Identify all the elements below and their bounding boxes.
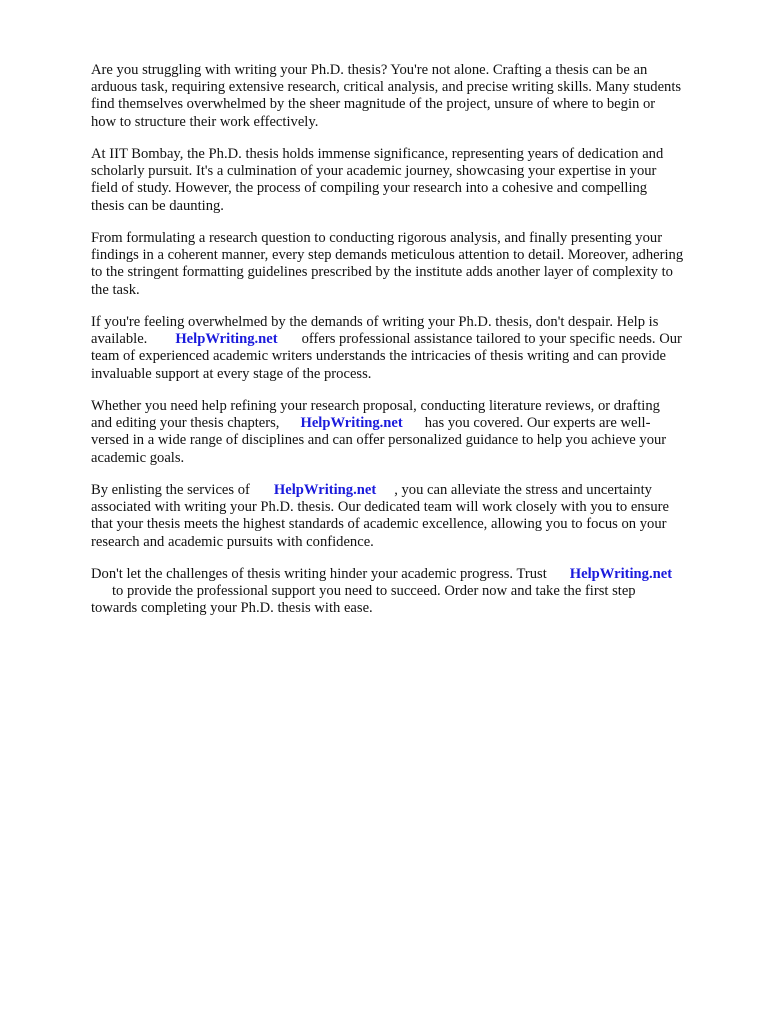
text-run: team of experienced academic writers understands the intricacies of thesis writing and can provide bbox=[91, 348, 667, 365]
text-run: available. bbox=[91, 331, 148, 348]
text-run: If you're feeling overwhelmed by the demands of writing your Ph.D. thesis, don't despair. Help is bbox=[91, 314, 659, 330]
text-run: and editing your thesis chapters, bbox=[91, 415, 280, 432]
text-line bbox=[91, 366, 731, 383]
text-line bbox=[91, 432, 731, 449]
text-line bbox=[91, 180, 731, 197]
text-run: how to structure their work effectively. bbox=[91, 113, 319, 130]
text-line bbox=[91, 499, 731, 516]
text-line bbox=[91, 62, 731, 79]
text-run: the task. bbox=[91, 281, 140, 298]
paragraph bbox=[91, 314, 731, 383]
text-run: to provide the professional support you need to succeed. Order now and take the first step bbox=[112, 583, 636, 600]
text-run: By enlisting the services of bbox=[91, 482, 250, 498]
paragraph bbox=[91, 566, 731, 618]
paragraph bbox=[91, 482, 731, 551]
text-line bbox=[91, 282, 731, 299]
paragraph bbox=[91, 62, 731, 131]
text-run: Whether you need help refining your research proposal, conducting literature reviews, or drafting bbox=[91, 398, 660, 414]
text-run: Don't let the challenges of thesis writing hinder your academic progress. Trust bbox=[91, 566, 547, 582]
text-line bbox=[91, 264, 731, 281]
text-line bbox=[91, 247, 731, 264]
text-line bbox=[91, 96, 731, 113]
paragraph bbox=[91, 398, 731, 467]
text-run: From formulating a research question to conducting rigorous analysis, and finally presenting your bbox=[91, 230, 663, 246]
text-run: to the stringent formatting guidelines prescribed by the institute adds another layer of complexity to bbox=[91, 264, 673, 281]
text-line bbox=[91, 163, 731, 180]
text-run: towards completing your Ph.D. thesis with ease. bbox=[91, 600, 373, 617]
text-line bbox=[91, 331, 731, 348]
paragraph bbox=[91, 146, 731, 215]
text-line bbox=[91, 146, 731, 163]
helpwriting-link[interactable]: HelpWriting.net bbox=[300, 415, 403, 432]
text-run: thesis can be daunting. bbox=[91, 197, 224, 214]
text-run: At IIT Bombay, the Ph.D. thesis holds immense significance, representing years of dedication and bbox=[91, 146, 664, 162]
text-line bbox=[91, 398, 731, 415]
text-run: arduous task, requiring extensive research, critical analysis, and precise writing skills. Many students bbox=[91, 79, 682, 96]
text-line bbox=[91, 482, 731, 499]
text-line bbox=[91, 583, 731, 600]
text-run: academic goals. bbox=[91, 449, 185, 466]
text-run: scholarly pursuit. It's a culmination of your academic journey, showcasing your expertise in your bbox=[91, 163, 657, 180]
text-line bbox=[91, 600, 731, 617]
text-run: findings in a coherent manner, every step demands meticulous attention to detail. Moreover, adhering bbox=[91, 247, 684, 264]
text-line bbox=[91, 79, 731, 96]
text-line bbox=[91, 516, 731, 533]
text-line bbox=[91, 348, 731, 365]
text-line bbox=[91, 450, 731, 467]
text-run: Are you struggling with writing your Ph.D. thesis? You're not alone. Crafting a thesis can be an bbox=[91, 62, 648, 78]
text-run: , you can alleviate the stress and uncertainty bbox=[394, 482, 652, 498]
text-run: has you covered. Our experts are well- bbox=[424, 415, 651, 432]
text-line bbox=[91, 415, 731, 432]
text-run: versed in a wide range of disciplines and can offer personalized guidance to help you achieve your bbox=[91, 432, 667, 449]
text-run: associated with writing your Ph.D. thesis. Our dedicated team will work closely with you to ensure bbox=[91, 499, 669, 516]
text-line bbox=[91, 114, 731, 131]
text-run: field of study. However, the process of compiling your research into a cohesive and compelling bbox=[91, 180, 648, 197]
text-line bbox=[91, 534, 731, 551]
text-line bbox=[91, 230, 731, 247]
helpwriting-link[interactable]: HelpWriting.net bbox=[273, 482, 377, 498]
text-run: research and academic pursuits with confidence. bbox=[91, 533, 374, 550]
text-run: offers professional assistance tailored to your specific needs. Our bbox=[301, 331, 682, 348]
paragraph bbox=[91, 230, 731, 299]
helpwriting-link[interactable]: HelpWriting.net bbox=[569, 566, 673, 582]
text-run: find themselves overwhelmed by the sheer magnitude of the project, unsure of where to begin or bbox=[91, 96, 656, 113]
text-line bbox=[91, 566, 731, 583]
helpwriting-link[interactable]: HelpWriting.net bbox=[175, 331, 278, 348]
text-run: invaluable support at every stage of the process. bbox=[91, 365, 372, 382]
text-line bbox=[91, 198, 731, 215]
text-line bbox=[91, 314, 731, 331]
text-run: that your thesis meets the highest standards of academic excellence, allowing you to focus on your bbox=[91, 516, 667, 533]
